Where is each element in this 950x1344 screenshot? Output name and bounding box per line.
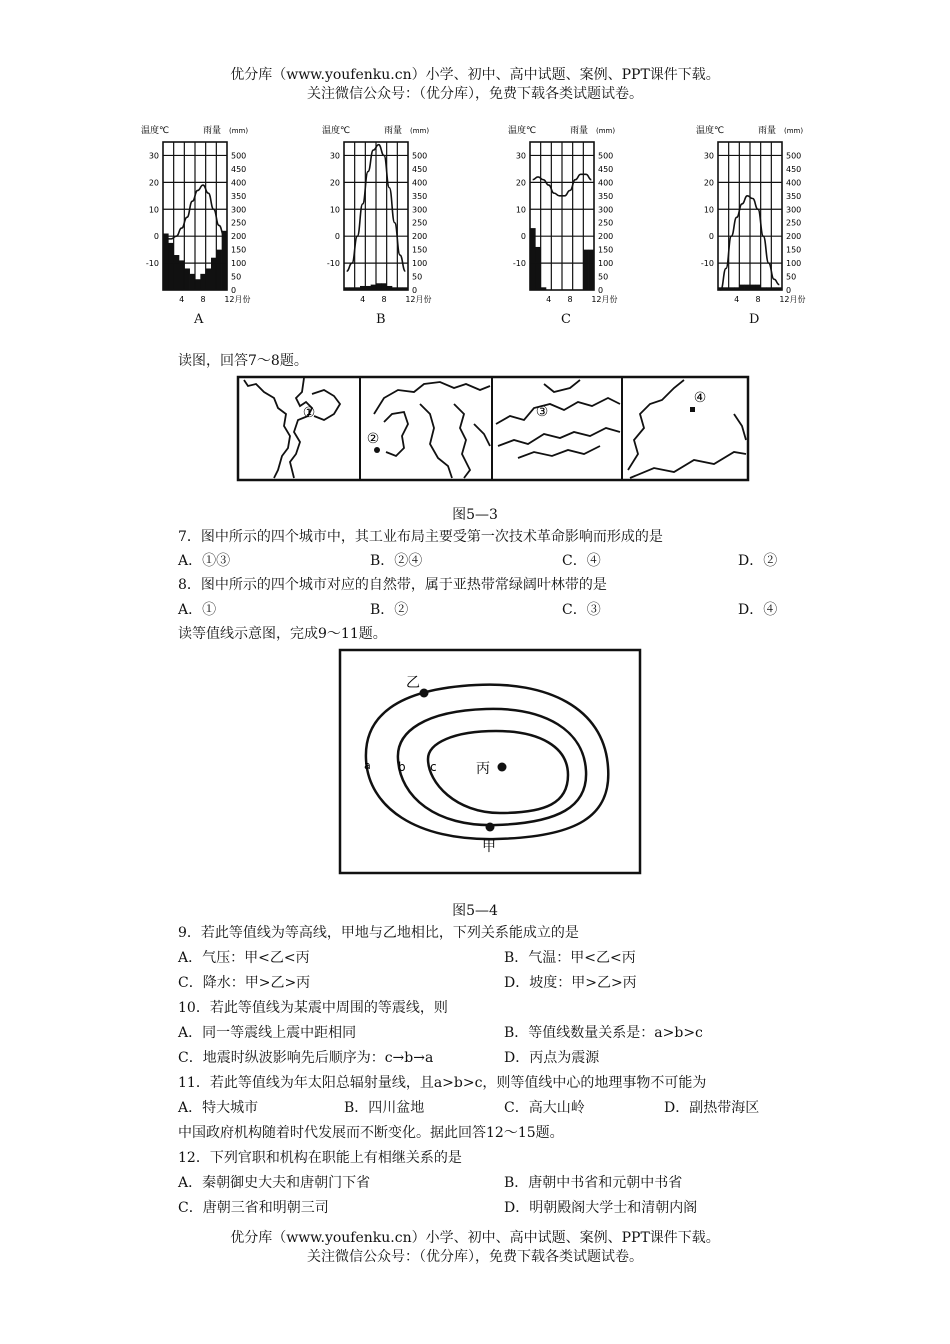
footer-line-2: 关注微信公众号：（优分库），免费下载各类试题试卷。 [307,1249,643,1265]
q7-stem: 7．图中所示的四个城市中，其工业布局主要受第一次技术革命影响而形成的是 [178,529,663,545]
chart-1-rain-tick: 350 [412,191,428,201]
q11-option-c: C．高大山岭 [504,1100,585,1116]
chart-3-rain-tick: 350 [786,191,802,201]
chart-1-temp-tick: 30 [329,151,340,161]
chart-2-rain-tick: 400 [598,178,614,188]
chart-2-temp-tick: -10 [512,259,526,269]
q10-option-c: C．地震时纵波影响先后顺序为：c→b→a [178,1050,434,1066]
q9-option-c: C．降水：甲>乙>丙 [178,975,311,991]
chart-3-temp-tick: 30 [703,151,714,161]
q7-option-b: B．②④ [370,553,423,569]
chart-0-temp-tick: 30 [148,151,159,161]
chart-1-rain-tick: 0 [412,286,418,295]
chart-label-b: B [376,312,386,327]
chart-3-rain-tick: 400 [786,178,802,188]
chart-1-month-tick: 8 [381,295,387,304]
chart-1-temp-tick: 10 [329,205,340,215]
chart-1-rain-tick: 400 [412,178,428,188]
chart-0-rain-tick: 400 [231,178,247,188]
q10-stem: 10．若此等值线为某震中周围的等震线，则 [178,1000,448,1016]
chart-2-rain-tick: 0 [598,286,604,295]
chart-1-temp-label: 温度℃ [322,126,351,136]
chart-3-rain-tick: 250 [786,218,802,228]
chart-0-rain-tick: 0 [231,286,237,295]
chart-3-temp-tick: 0 [708,232,714,242]
chart-1-rain-tick: 450 [412,164,428,174]
chart-0-rain-tick: 500 [231,151,247,161]
chart-1-rain-unit: (mm) [410,127,430,135]
chart-2-temp-label: 温度℃ [508,126,537,136]
chart-3-rain-tick: 300 [786,205,802,215]
chart-3-temp-tick: -10 [700,259,714,269]
chart-0-temp-tick: 0 [153,232,159,242]
chart-0-temp-tick: 10 [148,205,159,215]
chart-3-month-tick: 12月份 [779,295,806,304]
chart-3-rain-bar [739,285,745,290]
chart-0-rain-tick: 200 [231,232,247,242]
chart-2-temp-tick: 30 [515,151,526,161]
chart-1-rain-bar [376,283,382,290]
chart-0-temp-tick: 20 [148,178,159,188]
map-marker-2: ② [366,431,380,447]
chart-0-rain-unit: (mm) [229,127,249,135]
chart-0-month-tick: 4 [179,295,185,304]
chart-1-rain-tick: 250 [412,218,428,228]
q11-stem: 11．若此等值线为年太阳总辐射量线，且a>b>c，则等值线中心的地理事物不可能为 [178,1075,707,1091]
chart-1-temp-tick: -10 [326,259,340,269]
chart-2-month-tick: 4 [546,295,552,304]
q8-stem: 8．图中所示的四个城市对应的自然带，属于亚热带常绿阔叶林带的是 [178,577,607,593]
chart-0-rain-bar [174,255,180,290]
chart-1-temp-tick: 20 [329,178,340,188]
q11-option-a: A．特大城市 [178,1100,259,1116]
map-marker-1: ① [302,405,316,421]
q12-stem: 12．下列官职和机构在职能上有相继关系的是 [178,1150,462,1166]
chart-3-temp-tick: 10 [703,205,714,215]
chart-1-rain-tick: 50 [412,272,423,282]
chart-2-rain-tick: 300 [598,205,614,215]
chart-1-rain-label: 雨量 [384,126,403,136]
q10-option-a: A．同一等震线上震中距相同 [178,1025,357,1041]
chart-2-rain-tick: 200 [598,232,614,242]
chart-3-rain-tick: 450 [786,164,802,174]
q7-option-a: A．①③ [178,553,231,569]
q11-option-b: B．四川盆地 [344,1100,425,1116]
chart-2-rain-tick: 250 [598,218,614,228]
point-jia: 甲 [482,839,496,855]
chart-1-rain-tick: 100 [412,259,428,269]
chart-2-rain-bar [530,228,536,290]
chart-0-rain-tick: 100 [231,259,247,269]
chart-2-rain-tick: 100 [598,259,614,269]
chart-2-rain-tick: 150 [598,245,614,255]
q9-option-a: A．气压：甲<乙<丙 [178,950,310,966]
chart-0-temp-label: 温度℃ [141,126,170,136]
chart-0-rain-tick: 150 [231,245,247,255]
chart-3-month-tick: 8 [755,295,761,304]
point-bing: 丙 [476,761,490,777]
chart-3-temp-tick: 20 [703,178,714,188]
chart-2-rain-tick: 500 [598,151,614,161]
chart-0-month-tick: 8 [200,295,206,304]
chart-0-rain-bar [184,268,190,290]
map-marker-4: ④ [693,390,707,406]
chart-2-month-tick: 8 [567,295,573,304]
chart-3-rain-tick: 50 [786,272,797,282]
chart-3-rain-tick: 200 [786,232,802,242]
q8-option-d: D．④ [738,602,778,618]
footer-line-1: 优分库（www.youfenku.cn）小学、初中、高中试题、案例、PPT课件下载。 [230,1230,720,1246]
q12-15-intro: 中国政府机构随着时代发展而不断变化。据此回答12～15题。 [178,1125,564,1141]
chart-0-rain-bar [195,279,201,290]
q10-option-b: B．等值线数量关系是：a>b>c [504,1025,703,1041]
chart-0-rain-label: 雨量 [203,126,222,136]
chart-1-rain-tick: 200 [412,232,428,242]
header-line-1: 优分库（www.youfenku.cn）小学、初中、高中试题、案例、PPT课件下载。 [230,67,720,83]
figure-5-4-caption: 图5—4 [452,903,498,919]
q12-option-a: A．秦朝御史大夫和唐朝门下省 [178,1175,371,1191]
chart-2-rain-label: 雨量 [570,126,589,136]
line-label-b: b [398,760,406,774]
q7-option-d: D．② [738,553,778,569]
chart-3-temp-label: 温度℃ [696,126,725,136]
chart-3-rain-tick: 150 [786,245,802,255]
chart-2-month-tick: 12月份 [591,295,618,304]
q9-option-b: B．气温：甲<乙<丙 [504,950,636,966]
chart-label-d: D [749,312,760,327]
chart-3-rain-tick: 0 [786,286,792,295]
chart-3-rain-bar [750,285,756,290]
chart-2-rain-tick: 350 [598,191,614,201]
q8-option-b: B．② [370,602,409,618]
chart-2-rain-bar [583,250,589,290]
line-label-c: c [430,760,437,774]
chart-2-rain-tick: 450 [598,164,614,174]
chart-0-rain-bar [206,268,212,290]
line-label-a: a [364,759,371,772]
q8-option-a: A．① [178,602,217,618]
q9-stem: 9．若此等值线为等高线，甲地与乙地相比，下列关系能成立的是 [178,925,579,941]
q12-option-b: B．唐朝中书省和元朝中书省 [504,1175,683,1191]
header-line-2: 关注微信公众号：（优分库），免费下载各类试题试卷。 [307,86,643,102]
chart-1-rain-tick: 300 [412,205,428,215]
chart-label-c: C [561,312,571,327]
city-maps-figure [234,374,754,484]
chart-0-rain-tick: 50 [231,272,242,282]
chart-0-rain-tick: 300 [231,205,247,215]
chart-0-rain-bar [163,233,169,290]
chart-2-temp-tick: 20 [515,178,526,188]
chart-0-rain-tick: 450 [231,164,247,174]
chart-2-rain-tick: 50 [598,272,609,282]
q12-option-d: D．明朝殿阁大学士和清朝内阁 [504,1200,698,1216]
chart-3-rain-unit: (mm) [784,127,804,135]
chart-label-a: A [194,312,204,327]
chart-3-month-tick: 4 [734,295,740,304]
chart-0-month-tick: 12月份 [224,295,251,304]
map-marker-3: ③ [535,404,549,420]
chart-2-temp-tick: 10 [515,205,526,215]
q7-8-intro: 读图，回答7～8题。 [178,353,308,369]
q12-option-c: C．唐朝三省和明朝三司 [178,1200,329,1216]
point-yi: 乙 [406,675,420,691]
chart-3-rain-tick: 100 [786,259,802,269]
chart-2-temp-tick: 0 [520,232,526,242]
chart-3-rain-tick: 500 [786,151,802,161]
chart-0-rain-bar [216,250,222,290]
q11-option-d: D．副热带海区 [664,1100,760,1116]
chart-0-temp-tick: -10 [145,259,159,269]
q7-option-c: C．④ [562,553,601,569]
chart-3-rain-label: 雨量 [758,126,777,136]
chart-1-rain-tick: 150 [412,245,428,255]
chart-1-month-tick: 4 [360,295,366,304]
chart-1-month-tick: 12月份 [405,295,432,304]
climate-charts [0,118,950,338]
chart-0-rain-tick: 250 [231,218,247,228]
q9-11-intro: 读等值线示意图，完成9～11题。 [178,626,387,642]
chart-1-temp-tick: 0 [334,232,340,242]
chart-2-rain-unit: (mm) [596,127,616,135]
q10-option-d: D．丙点为震源 [504,1050,600,1066]
chart-0-rain-tick: 350 [231,191,247,201]
figure-5-3-caption: 图5—3 [452,507,498,523]
chart-1-rain-tick: 500 [412,151,428,161]
q8-option-c: C．③ [562,602,601,618]
q9-option-d: D．坡度：甲>乙>丙 [504,975,637,991]
contour-figure [336,647,646,877]
